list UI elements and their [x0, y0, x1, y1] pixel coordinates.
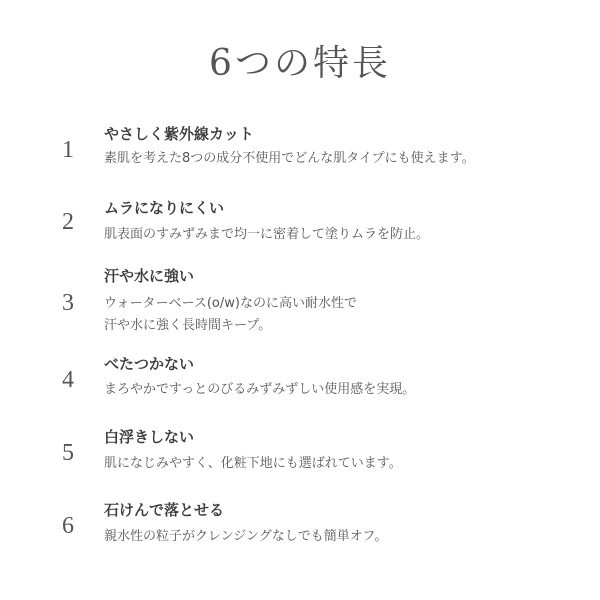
- feature-heading: 汗や水に強い: [104, 267, 195, 285]
- feature-number: 6: [62, 513, 74, 539]
- feature-description: 肌表面のすみずみまで均一に密着して塗りムラを防止。: [104, 227, 430, 242]
- feature-description: 素肌を考えた8つの成分不使用でどんな肌タイプにも使えます。: [104, 151, 475, 166]
- feature-number: 2: [62, 209, 74, 235]
- feature-number: 5: [62, 440, 74, 466]
- feature-description: 肌になじみやすく、化粧下地にも選ばれています。: [104, 456, 402, 471]
- feature-description-line-1: ウォーターベース(o/w)なのに高い耐水性で: [104, 296, 357, 311]
- feature-heading: 白浮きしない: [104, 428, 195, 446]
- feature-heading: 石けんで落とせる: [104, 501, 225, 519]
- feature-heading: ムラになりにくい: [104, 199, 225, 217]
- feature-number: 3: [62, 290, 74, 316]
- feature-heading: やさしく紫外線カット: [104, 125, 254, 143]
- page-title: 6つの特長: [209, 43, 391, 84]
- feature-number: 4: [62, 367, 74, 393]
- feature-description-line-2: 汗や水に強く長時間キープ。: [104, 318, 272, 333]
- feature-heading: べたつかない: [104, 355, 195, 373]
- feature-number: 1: [62, 137, 74, 163]
- feature-description: 親水性の粒子がクレンジングなしでも簡単オフ。: [104, 529, 388, 544]
- feature-description: まろやかですっとのびるみずみずしい使用感を実現。: [104, 382, 416, 397]
